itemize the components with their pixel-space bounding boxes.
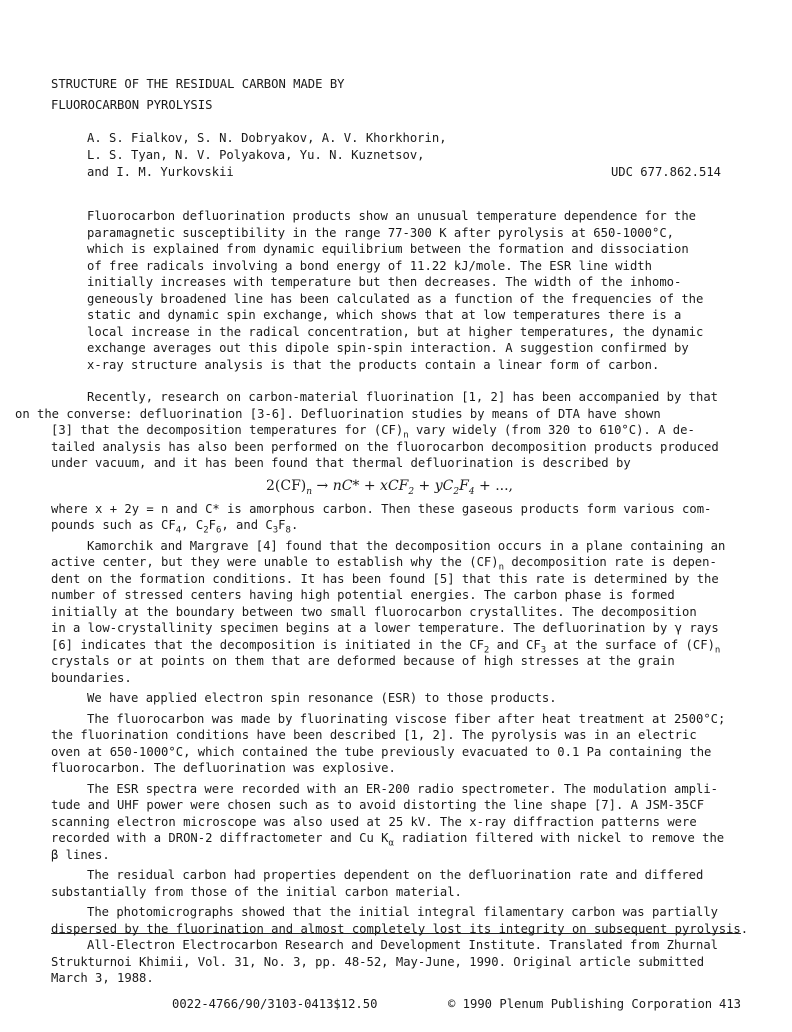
paragraph-line: initially at the boundary between two small fluorocarbon crystallites. The decomposition: [51, 604, 697, 619]
abstract-line: paramagnetic susceptibility in the range 77-300 K after pyrolysis at 650-1000°C,: [87, 225, 674, 240]
footnote-line: All-Electron Electrocarbon Research and Development Institute. Translated from Zhurnal: [87, 938, 719, 952]
paragraph-line: scanning electron microscope was also used at 25 kV. The x-ray diffraction patterns were: [51, 814, 697, 829]
paragraph-line: crystals or at points on them that are deformed because of high stresses at the grain: [51, 654, 675, 668]
footnote-line: March 3, 1988.: [51, 971, 154, 985]
footnote: [51, 937, 737, 987]
line-text: recorded with a DRON-2 diffractometer and Cu K: [51, 831, 389, 845]
abstract-line: exchange averages out this dipole spin-spin interaction. A suggestion confirmed by: [87, 341, 689, 355]
paragraph: [15, 389, 728, 472]
subscript: n: [403, 430, 409, 441]
paragraph-line: fluorocarbon. The defluorination was explosive.: [51, 761, 396, 775]
paragraph-line: β lines.: [51, 847, 110, 862]
paragraph-line: The ESR spectra were recorded with an ER-200 radio spectrometer. The modulation ampli-: [87, 781, 719, 796]
line-text: , C: [181, 518, 204, 532]
paragraph-line: tailed analysis has also been performed on the fluorocarbon decomposition products produced: [51, 439, 719, 454]
abstract-line: x-ray structure analysis is that the products contain a linear form of carbon.: [87, 357, 660, 372]
paragraph-line: The residual carbon had properties dependent on the defluorination rate and differed: [87, 868, 704, 882]
paragraph: [51, 501, 728, 534]
abstract: [87, 208, 721, 373]
subscript: α: [388, 838, 394, 849]
subscript: 2: [453, 486, 460, 497]
author-line: A. S. Fialkov, S. N. Dobryakov, A. V. Khorkhorin,: [87, 131, 447, 145]
footnote-rule: [51, 933, 741, 934]
equation-tail: + ...,: [474, 477, 513, 494]
paragraph-line: [51, 555, 717, 573]
paragraph-line: number of stressed centers having high potential energies. The carbon phase is formed: [51, 588, 675, 602]
paragraph-line: under vacuum, and it has been found that thermal defluorination is described by: [51, 456, 631, 470]
abstract-line: static and dynamic spin exchange, which shows that at low temperatures there is a: [87, 308, 682, 322]
author-line: and I. M. Yurkovskii: [87, 165, 234, 179]
paragraph-line: [51, 831, 725, 849]
paragraph-line: in a low-crystallinity specimen begins at a lower temperature. The defluorination by γ rays: [51, 621, 719, 635]
subscript: n: [714, 644, 721, 655]
copyright-notice: © 1990 Plenum Publishing Corporation: [448, 997, 713, 1011]
abstract-line: geneously broadened line has been calculated as a function of the frequencies of the: [87, 291, 704, 306]
equation-term: F: [459, 477, 469, 494]
paragraph: [51, 690, 728, 707]
line-text: vary widely (from 320 to 610°C). A de-: [408, 423, 695, 437]
line-text: and CF: [489, 637, 541, 652]
paragraph-line: We have applied electron spin resonance (ESR) to those products.: [87, 691, 557, 705]
author-list: [87, 130, 647, 181]
paragraph-line: dispersed by the fluorination and almost completely lost its integrity on subsequent pyrolysis.: [51, 921, 749, 936]
paragraph-line: [51, 637, 721, 655]
paragraph-line: boundaries.: [51, 670, 132, 685]
line-text: F: [278, 518, 286, 532]
line-text: [3] that the decomposition temperatures for (CF): [51, 423, 404, 437]
paragraph-line: Recently, research on carbon-material fluorination [1, 2] has been accompanied by that: [87, 390, 719, 404]
line-text: at the surface of (CF): [546, 637, 715, 652]
reaction-arrow: →: [312, 477, 333, 494]
paragraph-line: oven at 650-1000°C, which contained the tube previously evacuated to 0.1 Pa containing the: [51, 744, 712, 759]
paragraph-line: where x + 2y = n and C* is amorphous carbon. Then these gaseous products form various com-: [51, 501, 712, 516]
paragraph-line: the fluorination conditions have been described [1, 2]. The pyrolysis was in an electric: [51, 728, 697, 742]
abstract-line: Fluorocarbon defluorination products show an unusual temperature dependence for the: [87, 209, 697, 223]
subscript: n: [498, 562, 505, 573]
line-text: active center, but they were unable to establish why the (CF): [51, 555, 499, 569]
line-text: decomposition rate is depen-: [504, 555, 717, 569]
paragraph: [51, 781, 728, 864]
subscript: 3: [272, 525, 279, 536]
equation-term: + yC: [414, 477, 454, 494]
abstract-line: which is explained from dynamic equilibrium between the formation and dissociation: [87, 242, 689, 256]
body-text: [15, 389, 749, 939]
subscript: 2: [203, 525, 209, 536]
article-code: 0022-4766/90/3103-0413$12.50: [172, 997, 378, 1011]
line-text: [6] indicates that the decomposition is initiated in the CF: [51, 637, 484, 652]
subscript: 2: [483, 644, 490, 655]
article-title: [51, 76, 651, 118]
subscript: 8: [285, 525, 291, 536]
line-text: .: [290, 518, 299, 532]
equation-term: nC* + xCF: [332, 477, 409, 494]
page-number: 413: [718, 997, 741, 1011]
subscript: n: [306, 486, 313, 497]
title-line: FLUOROCARBON PYROLYSIS: [51, 98, 213, 112]
paragraph-line: Kamorchik and Margrave [4] found that the decomposition occurs in a plane containing an: [87, 538, 726, 553]
subscript: 4: [468, 486, 475, 497]
line-text: radiation filtered with nickel to remove the: [393, 831, 725, 845]
paragraph-line: The fluorocarbon was made by fluorinating viscose fiber after heat treatment at 2500°C;: [87, 711, 726, 726]
paragraph: [51, 711, 728, 777]
paragraph-line: [15, 422, 695, 439]
subscript: 6: [215, 525, 222, 536]
footnote-line: Strukturnoi Khimii, Vol. 31, No. 3, pp. 48-52, May-June, 1990. Original article submitted: [51, 954, 705, 969]
paragraph-line: on the converse: defluorination [3-6]. Defluorination studies by means of DTA have shown: [15, 406, 661, 421]
paragraph-line: substantially from those of the initial carbon material.: [51, 884, 462, 899]
udc-code: UDC 677.862.514: [610, 165, 721, 179]
paragraph-line: tude and UHF power were chosen such as to avoid distorting the line shape [7]. A JSM-35CF: [51, 798, 705, 812]
paragraph-line: dent on the formation conditions. It has been found [5] that this rate is determined by the: [51, 571, 719, 586]
page-footer: [51, 996, 741, 1013]
subscript: 4: [175, 525, 182, 536]
paragraph: [51, 538, 728, 687]
equation-lhs: 2(CF): [265, 477, 307, 494]
subscript: 3: [540, 644, 547, 655]
abstract-line: local increase in the radical concentration, but at higher temperatures, the dynamic: [87, 324, 704, 339]
subscript: 2: [408, 486, 415, 497]
line-text: , and C: [221, 518, 273, 532]
abstract-line: initially increases with temperature but then decreases. The width of the inhomo-: [87, 275, 682, 289]
line-text: pounds such as CF: [51, 518, 176, 532]
reaction-equation: [51, 475, 728, 497]
paragraph-line: The photomicrographs showed that the initial integral filamentary carbon was partially: [87, 905, 719, 919]
paragraph: [51, 867, 728, 900]
abstract-line: of free radicals involving a bond energy of 11.22 kJ/mole. The ESR line width: [87, 258, 652, 273]
title-line: STRUCTURE OF THE RESIDUAL CARBON MADE BY: [51, 77, 345, 91]
author-line: L. S. Tyan, N. V. Polyakova, Yu. N. Kuznetsov,: [87, 148, 425, 162]
paragraph-line: [51, 518, 299, 536]
line-text: F: [208, 518, 216, 532]
